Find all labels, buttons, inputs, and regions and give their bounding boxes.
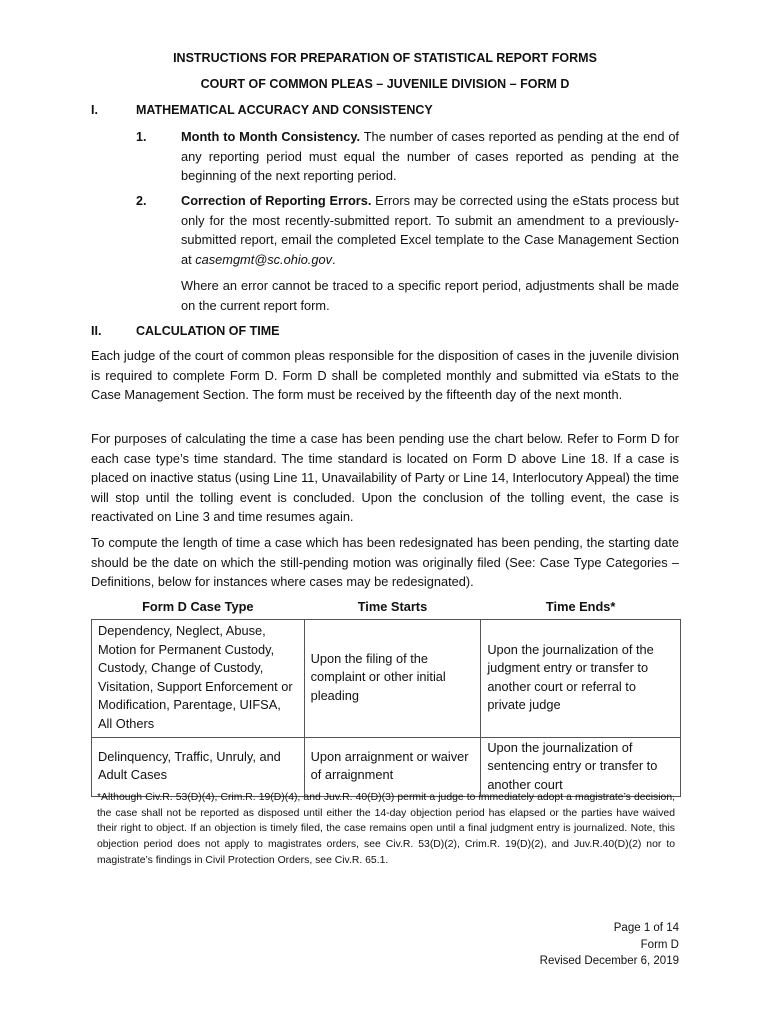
- table-cell: Dependency, Neglect, Abuse, Motion for Permanent Custody, Custody, Change of Custody, Visitation, Support Enforcement or Modification, Parentage, UIFSA, All Others: [92, 619, 305, 737]
- table-cell: Upon the journalization of the judgment entry or transfer to another court or referral to private judge: [481, 619, 681, 737]
- table-cell: Upon arraignment or waiver of arraignment: [304, 737, 481, 797]
- item-1-number: 1.: [136, 130, 147, 144]
- document-title: INSTRUCTIONS FOR PREPARATION OF STATISTICAL REPORT FORMS: [173, 51, 597, 65]
- item-1-body: The number of cases reported as pending at the end of any reporting period must equal the number of cases reported as pending at the beginning of the next reporting period.: [181, 129, 679, 183]
- page-number: Page 1 of 14: [613, 922, 679, 934]
- document-subtitle: COURT OF COMMON PLEAS – JUVENILE DIVISION – FORM D: [200, 77, 570, 91]
- table-header: Time Starts: [357, 599, 428, 614]
- item-2-extra: Where an error cannot be traced to a specific report period, adjustments shall be made on the current report form.: [181, 278, 679, 313]
- table-header: Form D Case Type: [142, 599, 254, 614]
- section-1-numeral: I.: [91, 103, 98, 117]
- section-1-heading: MATHEMATICAL ACCURACY AND CONSISTENCY: [136, 103, 433, 117]
- page-footer: [540, 920, 679, 970]
- section-2-heading: CALCULATION OF TIME: [136, 324, 280, 338]
- table-row: [92, 737, 681, 797]
- item-2-lead: Correction of Reporting Errors.: [181, 193, 372, 208]
- table-header: Time Ends*: [545, 599, 616, 614]
- table-header-row: [92, 598, 681, 619]
- form-label: Form D: [640, 938, 679, 951]
- revision-date: Revised December 6, 2019: [539, 955, 679, 967]
- time-standards-table: [91, 598, 681, 797]
- item-1-text: [181, 127, 679, 186]
- item-2-body: Errors may be corrected using the eStats process but only for the most recently-submitted report. To submit an amendment to a previously-submitted report, email the completed Excel template to the Case Management Section at: [181, 193, 679, 267]
- table-row: [92, 619, 681, 737]
- section-2-paragraph-2: For purposes of calculating the time a case has been pending use the chart below. Refer to Form D for each case type’s time standard. The time standard is located on Form D above Line 18. If a case is placed on inactive status (using Line 11, Unavailability of Party or Line 14, Interlocutory Appeal) the time will stop until the tolling event is concluded. Upon the conclusion of the tolling event, the case is reactivated on Line 3 and time resumes again.: [91, 431, 679, 524]
- section-2-paragraph-3: To compute the length of time a case which has been redesignated has been pending, the starting date should be the date on which the still-pending motion was originally filed (See: Case Type Categories – Definitions, below for instances where cases may be redesignated).: [91, 535, 679, 589]
- item-2-text: Correction of Reporting Errors. Errors may be corrected using the eStats process but only for the most recently-submitted report. To submit an amendment to a previously-submitted report, email the completed Excel template to the Case Management Section at casemgmt@sc.ohio.gov.: [181, 193, 679, 267]
- case-management-email: casemgmt@sc.ohio.gov: [195, 251, 332, 267]
- section-2-paragraph-1: Each judge of the court of common pleas responsible for the disposition of cases in the juvenile division is required to complete Form D. Form D shall be completed monthly and submitted via eStats to the Case Management Section. The form must be received by the fifteenth day of the next month.: [91, 348, 679, 402]
- table-cell: Upon the journalization of sentencing entry or transfer to another court: [481, 737, 681, 797]
- section-2-numeral: II.: [91, 324, 102, 338]
- table-cell: Delinquency, Traffic, Unruly, and Adult Cases: [92, 737, 305, 797]
- footnote: *Although Civ.R. 53(D)(4), Crim.R. 19(D)(4), and Juv.R. 40(D)(3) permit a judge to immediately adopt a magistrate’s decision, the case shall not be reported as disposed until either the 14-day objection period has elapsed or the parties have waived their right to object. If an objection is timely filed, the case remains open until a final judgment entry is journalized. Note, this objection period does not apply to magistrates orders, see Civ.R. 53(D)(2), Crim.R. 19(D)(2), and Juv.R.40(D)(2) nor to magistrate’s findings in Civil Protection Orders, see Civ.R. 65.1.: [97, 792, 675, 866]
- item-2-number: 2.: [136, 194, 147, 208]
- item-1-lead: Month to Month Consistency.: [181, 129, 361, 144]
- table-cell: Upon the filing of the complaint or other initial pleading: [304, 619, 481, 737]
